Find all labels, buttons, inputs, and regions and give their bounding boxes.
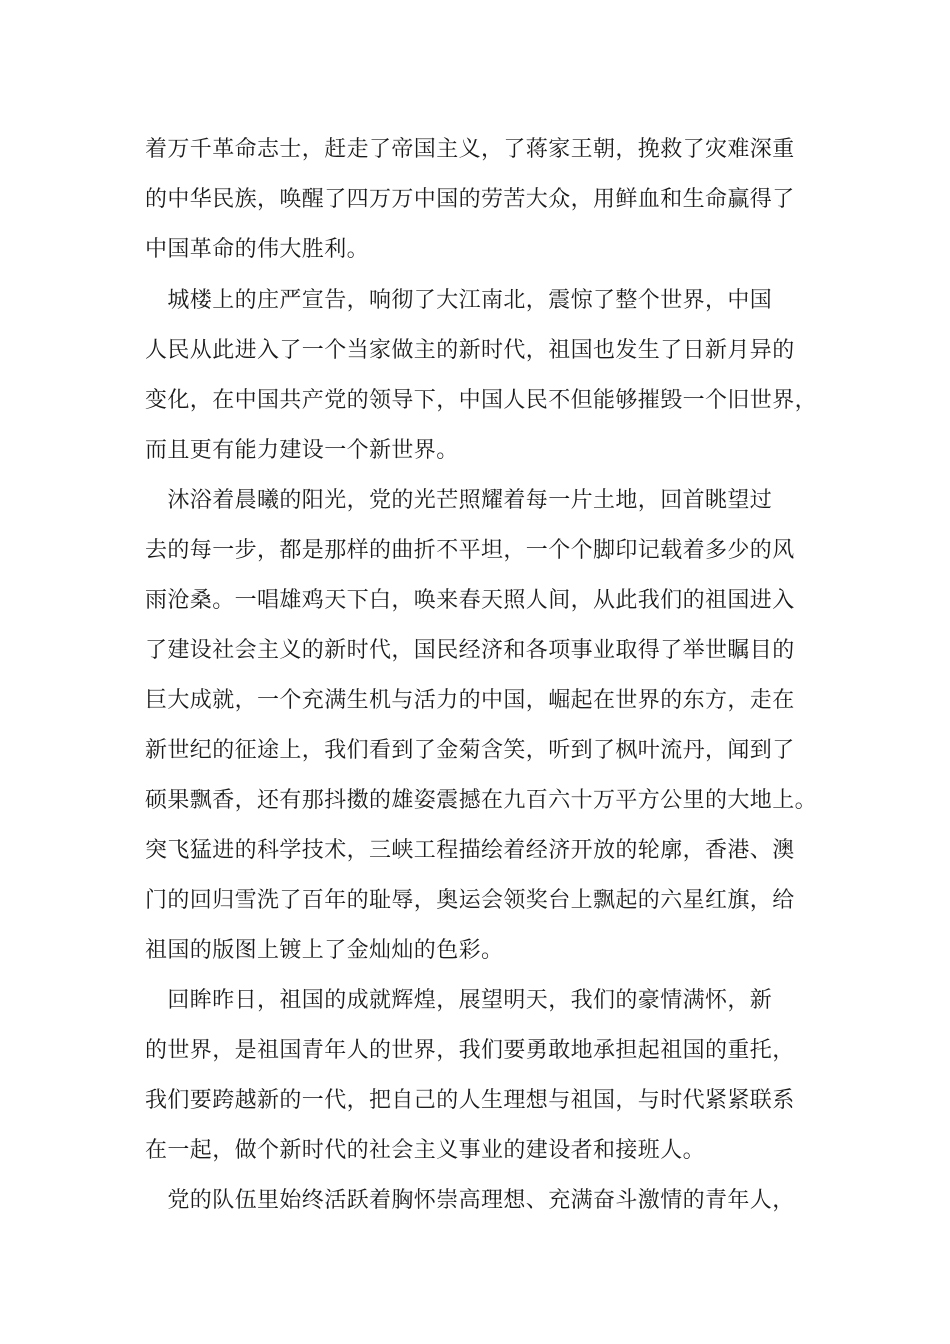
text-line: 着万千革命志士，赶走了帝国主义，了蒋家王朝，挽救了灾难深重 bbox=[145, 137, 795, 162]
text-line: 去的每一步，都是那样的曲折不平坦，一个个脚印记载着多少的风 bbox=[145, 538, 795, 563]
text-line: 我们要跨越新的一代，把自己的人生理想与祖国，与时代紧紧联系 bbox=[145, 1088, 795, 1113]
text-line: 硕果飘香，还有那抖擞的雄姿震撼在九百六十万平方公里的大地上。 bbox=[145, 788, 818, 813]
text-line: 城楼上的庄严宣告，响彻了大江南北，震惊了整个世界，中国 bbox=[145, 288, 773, 313]
text-line: 门的回归雪洗了百年的耻辱，奥运会领奖台上飘起的六星红旗，给 bbox=[145, 888, 795, 913]
text-line: 而且更有能力建设一个新世界。 bbox=[145, 438, 459, 463]
text-line: 了建设社会主义的新时代，国民经济和各项事业取得了举世瞩目的 bbox=[145, 638, 795, 663]
text-line: 沐浴着晨曦的阳光，党的光芒照耀着每一片土地，回首眺望过 bbox=[145, 488, 773, 513]
text-line: 变化，在中国共产党的领导下，中国人民不但能够摧毁一个旧世界， bbox=[145, 388, 818, 413]
text-line: 中国革命的伟大胜利。 bbox=[145, 237, 370, 262]
text-line: 突飞猛进的科学技术，三峡工程描绘着经济开放的轮廓，香港、澳 bbox=[145, 838, 795, 863]
text-line: 党的队伍里始终活跃着胸怀崇高理想、充满奋斗激情的青年人， bbox=[145, 1188, 795, 1213]
text-line: 的中华民族，唤醒了四万万中国的劳苦大众，用鲜血和生命赢得了 bbox=[145, 187, 795, 212]
text-line: 人民从此进入了一个当家做主的新时代，祖国也发生了日新月异的 bbox=[145, 338, 795, 363]
text-line: 的世界，是祖国青年人的世界，我们要勇敢地承担起祖国的重托， bbox=[145, 1038, 795, 1063]
text-line: 巨大成就，一个充满生机与活力的中国，崛起在世界的东方，走在 bbox=[145, 688, 795, 713]
text-line: 雨沧桑。一唱雄鸡天下白，唤来春天照人间，从此我们的祖国进入 bbox=[145, 588, 795, 613]
text-line: 回眸昨日，祖国的成就辉煌，展望明天，我们的豪情满怀，新 bbox=[145, 988, 773, 1013]
text-line: 祖国的版图上镀上了金灿灿的色彩。 bbox=[145, 938, 504, 963]
text-line: 在一起，做个新时代的社会主义事业的建设者和接班人。 bbox=[145, 1138, 706, 1163]
text-line: 新世纪的征途上，我们看到了金菊含笑，听到了枫叶流丹，闻到了 bbox=[145, 738, 795, 763]
